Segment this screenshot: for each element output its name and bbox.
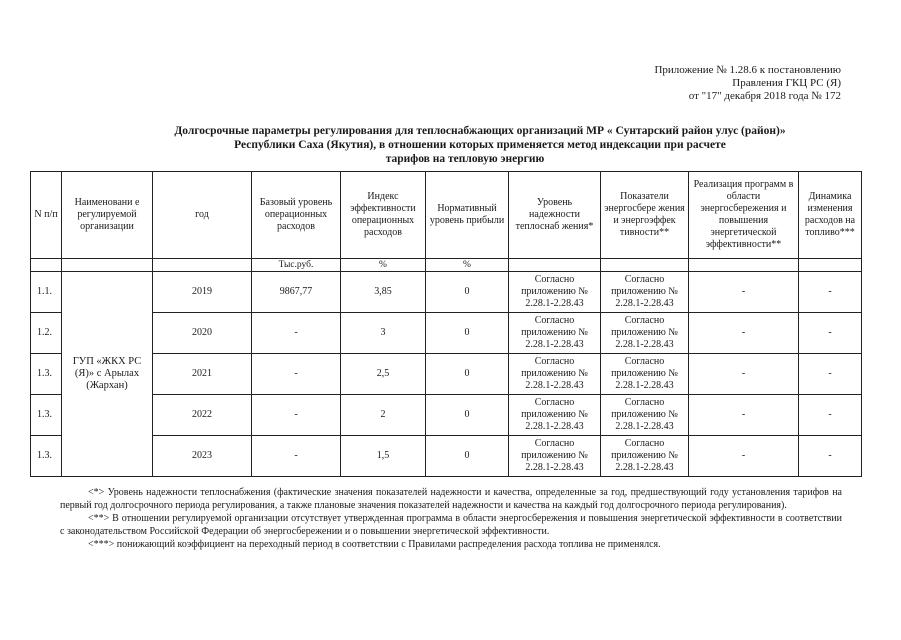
col-header-index: Индекс эффективности операционных расходов [341, 172, 426, 259]
table-row [31, 354, 862, 395]
col-header-no: N п/п [31, 172, 62, 259]
table-row [31, 272, 862, 313]
base-cell: - [252, 313, 341, 354]
tariff-parameters-table [30, 171, 862, 477]
fuel-cell: - [799, 354, 862, 395]
unit-cell [509, 259, 601, 272]
title-line-3: тарифов на тепловую энергию [385, 153, 545, 165]
base-cell: 9867,77 [252, 272, 341, 313]
reliability-cell: Согласно приложению № 2.28.1-2.28.43 [509, 354, 601, 395]
header-row [31, 172, 862, 259]
fuel-cell: - [799, 395, 862, 436]
fuel-cell: - [799, 272, 862, 313]
reliability-cell: Согласно приложению № 2.28.1-2.28.43 [509, 395, 601, 436]
row-number: 1.1. [31, 272, 62, 313]
row-number: 1.3. [31, 436, 62, 477]
year-cell: 2020 [153, 313, 252, 354]
profit-cell: 0 [426, 395, 509, 436]
appendix-line-3: от "17" декабря 2018 года № 172 [688, 90, 841, 102]
footnote-energy-program: <**> В отношении регулируемой организации отсутствует утвержденная программа в области энергосбережения и повышения энергетической эффективности в соответствии с законодательством Российской Федерации об энергосбережении и о повышении энергетической эффективности. [60, 513, 842, 537]
table-row [31, 395, 862, 436]
col-header-base: Базовый уровень операционных расходов [252, 172, 341, 259]
year-cell: 2023 [153, 436, 252, 477]
fuel-cell: - [799, 313, 862, 354]
energy-cell: Согласно приложению № 2.28.1-2.28.43 [601, 272, 689, 313]
appendix-line-2: Правления ГКЦ РС (Я) [732, 77, 841, 89]
index-cell: 1,5 [341, 436, 426, 477]
profit-cell: 0 [426, 436, 509, 477]
organization-name: ГУП «ЖКХ РС (Я)» с Арылах (Жархан) [62, 272, 153, 477]
col-header-year: год [153, 172, 252, 259]
year-cell: 2021 [153, 354, 252, 395]
index-cell: 2,5 [341, 354, 426, 395]
col-header-programs: Реализация программ в области энергосбережения и повышения энергетической эффективности** [689, 172, 799, 259]
energy-cell: Согласно приложению № 2.28.1-2.28.43 [601, 395, 689, 436]
energy-cell: Согласно приложению № 2.28.1-2.28.43 [601, 313, 689, 354]
row-number: 1.3. [31, 395, 62, 436]
units-row [31, 259, 862, 272]
base-cell: - [252, 395, 341, 436]
fuel-cell: - [799, 436, 862, 477]
document-title [60, 124, 900, 166]
footnotes [60, 487, 842, 553]
profit-cell: 0 [426, 354, 509, 395]
programs-cell: - [689, 395, 799, 436]
col-header-profit: Нормативный уровень прибыли [426, 172, 509, 259]
col-header-reliability: Уровень надежности теплоснаб жения* [509, 172, 601, 259]
unit-base: Тыс.руб. [252, 259, 341, 272]
reliability-cell: Согласно приложению № 2.28.1-2.28.43 [509, 313, 601, 354]
base-cell: - [252, 354, 341, 395]
year-cell: 2019 [153, 272, 252, 313]
unit-cell [689, 259, 799, 272]
profit-cell: 0 [426, 272, 509, 313]
table-row [31, 436, 862, 477]
footnote-reliability: <*> Уровень надежности теплоснабжения (фактические значения показателей надежности и качества, определенные за год, предшествующий году установления тарифов на первый год долгосрочного периода регулирования, а также плановые значения показателей надежности и качества на каждый год долгосрочного периода регулирования). [60, 487, 842, 511]
col-header-energy: Показатели энергосбере жения и энергоэффек тивности** [601, 172, 689, 259]
footnote-fuel: <***> понижающий коэффициент на переходный период в соответствии с Правилами распределения расхода топлива не применялся. [88, 539, 661, 550]
col-header-fuel: Динамика изменения расходов на топливо*** [799, 172, 862, 259]
programs-cell: - [689, 272, 799, 313]
title-line-2: Республики Саха (Якутия), в отношении которых применяется метод индексации при расчете [234, 139, 726, 151]
unit-profit: % [426, 259, 509, 272]
index-cell: 3 [341, 313, 426, 354]
col-header-org: Наименовани е регулируемой организации [62, 172, 153, 259]
profit-cell: 0 [426, 313, 509, 354]
row-number: 1.3. [31, 354, 62, 395]
appendix-line-1: Приложение № 1.28.6 к постановлению [654, 64, 841, 76]
unit-cell [31, 259, 62, 272]
base-cell: - [252, 436, 341, 477]
year-cell: 2022 [153, 395, 252, 436]
unit-cell [799, 259, 862, 272]
reliability-cell: Согласно приложению № 2.28.1-2.28.43 [509, 436, 601, 477]
programs-cell: - [689, 354, 799, 395]
programs-cell: - [689, 313, 799, 354]
index-cell: 2 [341, 395, 426, 436]
unit-index: % [341, 259, 426, 272]
title-line-1: Долгосрочные параметры регулирования для теплоснабжающих организаций МР « Сунтарский район улус (район)» [174, 125, 786, 137]
energy-cell: Согласно приложению № 2.28.1-2.28.43 [601, 354, 689, 395]
unit-cell [601, 259, 689, 272]
unit-cell [153, 259, 252, 272]
row-number: 1.2. [31, 313, 62, 354]
unit-cell [62, 259, 153, 272]
appendix-header [654, 64, 841, 103]
reliability-cell: Согласно приложению № 2.28.1-2.28.43 [509, 272, 601, 313]
index-cell: 3,85 [341, 272, 426, 313]
table-row [31, 313, 862, 354]
energy-cell: Согласно приложению № 2.28.1-2.28.43 [601, 436, 689, 477]
programs-cell: - [689, 436, 799, 477]
